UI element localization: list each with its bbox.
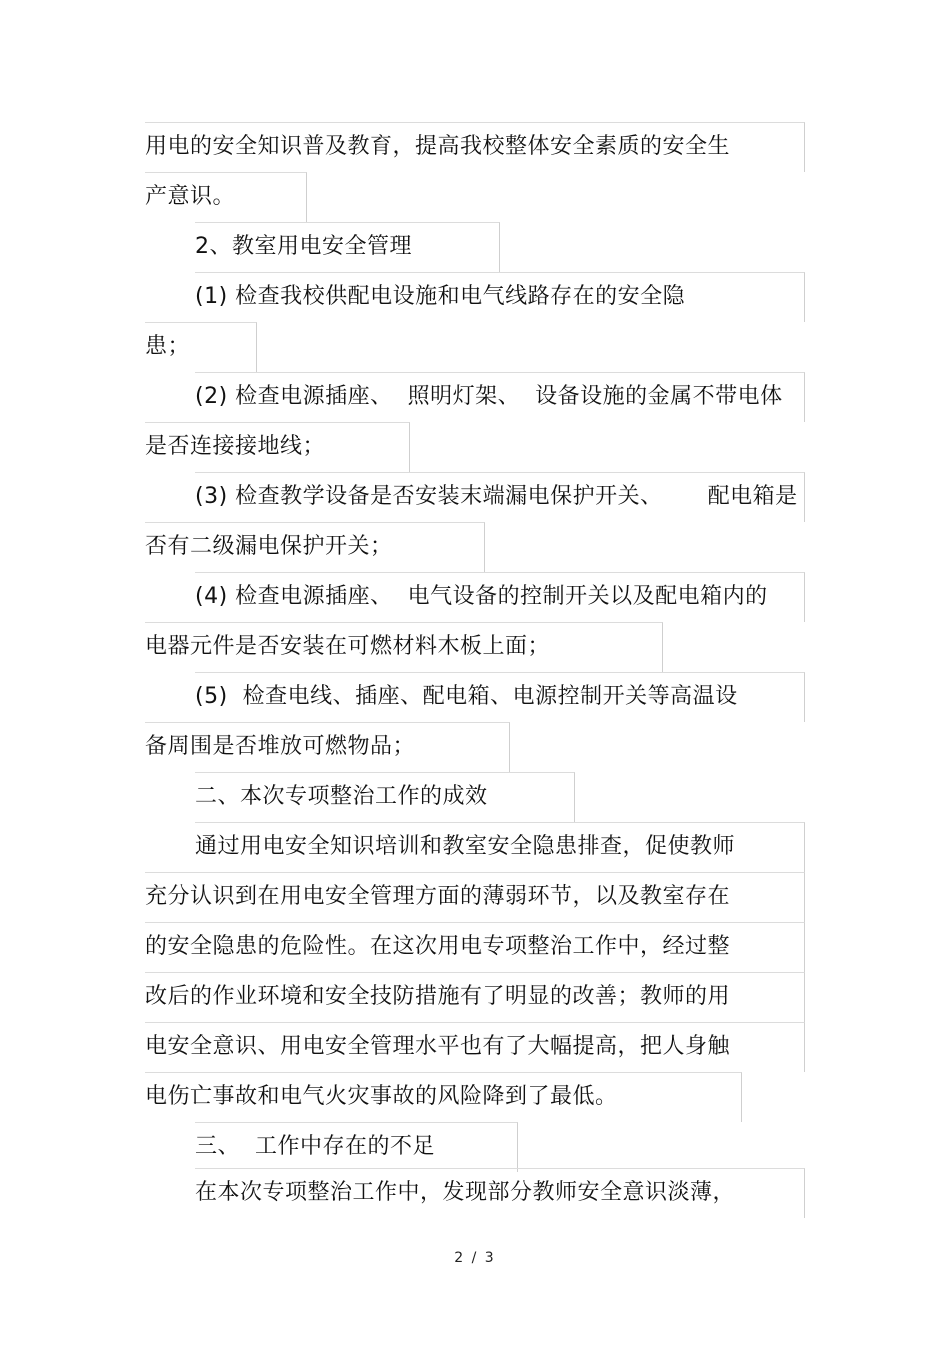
paragraph-text: 产意识。 xyxy=(145,184,236,209)
paragraph-text: (4) 检查电源插座、 电气设备的控制开关以及配电箱内的 xyxy=(195,584,768,609)
paragraph-text: 改后的作业环境和安全技防措施有了明显的改善；教师的用 xyxy=(145,984,731,1009)
text-line xyxy=(145,172,307,222)
paragraph-text: 患； xyxy=(145,334,191,359)
text-line xyxy=(145,522,485,572)
text-line xyxy=(145,722,510,772)
paragraph-text: 是否连接接地线； xyxy=(145,434,326,459)
paragraph-text: 的安全隐患的危险性。在这次用电专项整治工作中，经过整 xyxy=(145,934,731,959)
text-line xyxy=(145,322,257,372)
text-line xyxy=(195,822,805,872)
text-line xyxy=(145,1022,805,1072)
text-line xyxy=(145,1072,742,1122)
text-line xyxy=(145,872,805,922)
text-line xyxy=(145,922,805,972)
text-line xyxy=(195,672,805,722)
text-line xyxy=(195,472,805,522)
text-line xyxy=(195,372,805,422)
paragraph-text: 通过用电安全知识培训和教室安全隐患排查，促使教师 xyxy=(195,834,736,859)
section-heading: 三、 工作中存在的不足 xyxy=(195,1134,435,1159)
paragraph-text: (5) 检查电线、插座、配电箱、电源控制开关等高温设 xyxy=(195,684,738,709)
text-line xyxy=(145,422,410,472)
paragraph-text: 充分认识到在用电安全管理方面的薄弱环节，以及教室存在 xyxy=(145,884,731,909)
paragraph-text: 电器元件是否安装在可燃材料木板上面； xyxy=(145,634,551,659)
text-line xyxy=(145,972,805,1022)
text-line xyxy=(195,222,500,272)
text-line xyxy=(195,572,805,622)
paragraph-text: 否有二级漏电保护开关； xyxy=(145,534,393,559)
page-number: 2 / 3 xyxy=(454,1250,496,1266)
paragraph-text: 用电的安全知识普及教育，提高我校整体安全素质的安全生 xyxy=(145,134,731,159)
text-line xyxy=(195,1168,805,1218)
text-line xyxy=(195,1122,518,1172)
section-heading: 二、本次专项整治工作的成效 xyxy=(195,784,488,809)
text-line xyxy=(145,122,805,172)
paragraph-text: (3) 检查教学设备是否安装末端漏电保护开关、 配电箱是 xyxy=(195,484,798,509)
paragraph-text: 备周围是否堆放可燃物品； xyxy=(145,734,416,759)
paragraph-text: (1) 检查我校供配电设施和电气线路存在的安全隐 xyxy=(195,284,686,309)
paragraph-text: 在本次专项整治工作中，发现部分教师安全意识淡薄， xyxy=(195,1180,736,1205)
text-line xyxy=(195,772,575,822)
paragraph-text: (2) 检查电源插座、 照明灯架、 设备设施的金属不带电体 xyxy=(195,384,783,409)
paragraph-text: 电伤亡事故和电气火灾事故的风险降到了最低。 xyxy=(145,1084,618,1109)
text-line xyxy=(195,272,805,322)
text-line xyxy=(145,622,663,672)
section-heading: 2、教室用电安全管理 xyxy=(195,234,412,259)
paragraph-text: 电安全意识、用电安全管理水平也有了大幅提高，把人身触 xyxy=(145,1034,731,1059)
